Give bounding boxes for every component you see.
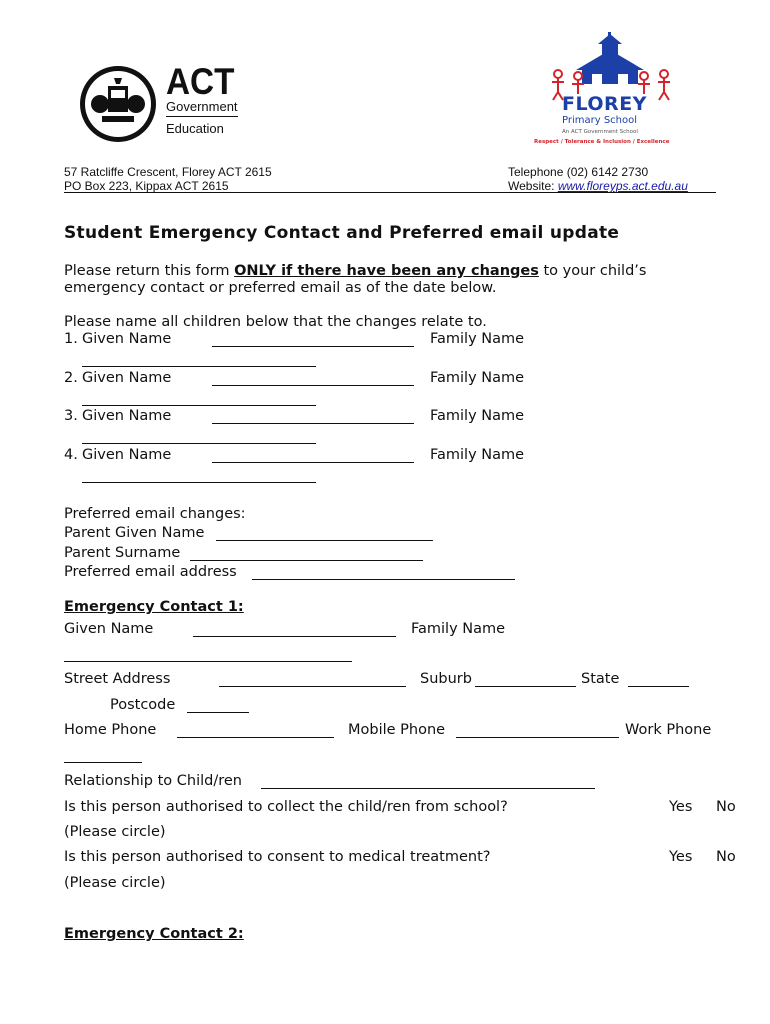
telephone: Telephone (02) 6142 2730 (508, 165, 649, 179)
emergency-contact-2-heading: Emergency Contact 2: (64, 926, 244, 942)
child-given-label: Given Name (82, 408, 172, 424)
child-family-label: Family Name (430, 408, 525, 424)
contact1-given-field[interactable] (193, 636, 396, 637)
contact1-work-phone-label: Work Phone (625, 722, 712, 738)
contact1-postcode-label: Postcode (110, 697, 176, 713)
contact1-mobile-phone-label: Mobile Phone (348, 722, 446, 738)
act-crest-icon (78, 64, 158, 144)
question-collect: Is this person authorised to collect the child/ren from school? (64, 799, 508, 815)
medical-no-option[interactable]: No (716, 849, 736, 865)
children-intro: Please name all children below that the changes relate to. (64, 314, 487, 330)
florey-logo-motto: Respect / Tolerance & Inclusion / Excellence (534, 139, 670, 145)
contact1-state-field[interactable] (628, 686, 689, 687)
contact1-home-phone-field[interactable] (177, 737, 334, 738)
emergency-contact-1-heading: Emergency Contact 1: (64, 599, 244, 615)
parent-given-label: Parent Given Name (64, 525, 205, 541)
act-logo-education: Education (166, 121, 224, 136)
child-number: 1. (64, 331, 78, 347)
header-divider (64, 192, 716, 193)
child-given-field[interactable] (212, 385, 414, 386)
question-medical: Is this person authorised to consent to medical treatment? (64, 849, 491, 865)
contact1-home-phone-label: Home Phone (64, 722, 157, 738)
contact1-relationship-field[interactable] (261, 788, 595, 789)
act-logo-government: Government (166, 99, 238, 114)
child-given-field[interactable] (212, 462, 414, 463)
schoolhouse-icon (548, 30, 688, 102)
intro-text-a: Please return this form (64, 263, 235, 279)
child-number: 4. (64, 447, 78, 463)
parent-given-field[interactable] (216, 540, 433, 541)
child-given-label: Given Name (82, 370, 172, 386)
address-line-1: 57 Ratcliffe Crescent, Florey ACT 2615 (64, 165, 272, 179)
act-logo-title: ACT (166, 61, 235, 102)
contact1-suburb-field[interactable] (475, 686, 576, 687)
collect-no-option[interactable]: No (716, 799, 736, 815)
parent-surname-field[interactable] (190, 560, 423, 561)
child-family-field[interactable] (82, 405, 316, 406)
florey-logo-subtitle: Primary School (562, 115, 638, 126)
child-family-field[interactable] (82, 366, 316, 367)
child-family-label: Family Name (430, 447, 525, 463)
contact1-family-field[interactable] (64, 661, 352, 662)
act-education-logo (78, 61, 248, 144)
child-given-label: Given Name (82, 447, 172, 463)
contact1-relationship-label: Relationship to Child/ren (64, 773, 243, 789)
child-given-field[interactable] (212, 346, 414, 347)
contact1-state-label: State (581, 671, 620, 687)
contact1-family-label: Family Name (411, 621, 506, 637)
website-link[interactable]: www.floreyps.act.edu.au (557, 179, 688, 193)
collect-circle-note: (Please circle) (64, 824, 166, 840)
florey-logo-government: An ACT Government School (562, 129, 638, 135)
intro-emphasis: ONLY if there have been any changes (234, 263, 539, 279)
intro-line-2: emergency contact or preferred email as of the date below. (64, 280, 497, 296)
contact1-work-phone-field[interactable] (64, 762, 142, 763)
child-family-field[interactable] (82, 482, 316, 483)
child-number: 3. (64, 408, 78, 424)
preferred-email-field[interactable] (252, 579, 515, 580)
contact1-street-field[interactable] (219, 686, 406, 687)
form-title: Student Emergency Contact and Preferred email update (64, 223, 620, 243)
child-family-field[interactable] (82, 443, 316, 444)
preferred-email-label: Preferred email address (64, 564, 237, 580)
medical-circle-note: (Please circle) (64, 875, 166, 891)
child-given-label: Given Name (82, 331, 172, 347)
contact1-suburb-label: Suburb (420, 671, 472, 687)
website (508, 179, 688, 193)
intro-text-c: to your child’s (538, 263, 647, 279)
collect-yes-option[interactable]: Yes (669, 799, 693, 815)
contact1-given-label: Given Name (64, 621, 154, 637)
contact1-mobile-phone-field[interactable] (456, 737, 619, 738)
contact1-street-label: Street Address (64, 671, 171, 687)
website-label: Website: (508, 179, 558, 193)
child-number: 2. (64, 370, 78, 386)
contact1-postcode-field[interactable] (187, 712, 249, 713)
florey-school-logo (534, 30, 688, 150)
child-given-field[interactable] (212, 423, 414, 424)
email-section-heading: Preferred email changes: (64, 506, 246, 522)
child-family-label: Family Name (430, 331, 525, 347)
intro-line-1 (64, 263, 646, 280)
child-family-label: Family Name (430, 370, 525, 386)
florey-logo-name: FLOREY (562, 93, 647, 115)
medical-yes-option[interactable]: Yes (669, 849, 693, 865)
address-line-2: PO Box 223, Kippax ACT 2615 (64, 179, 229, 193)
parent-surname-label: Parent Surname (64, 545, 181, 561)
